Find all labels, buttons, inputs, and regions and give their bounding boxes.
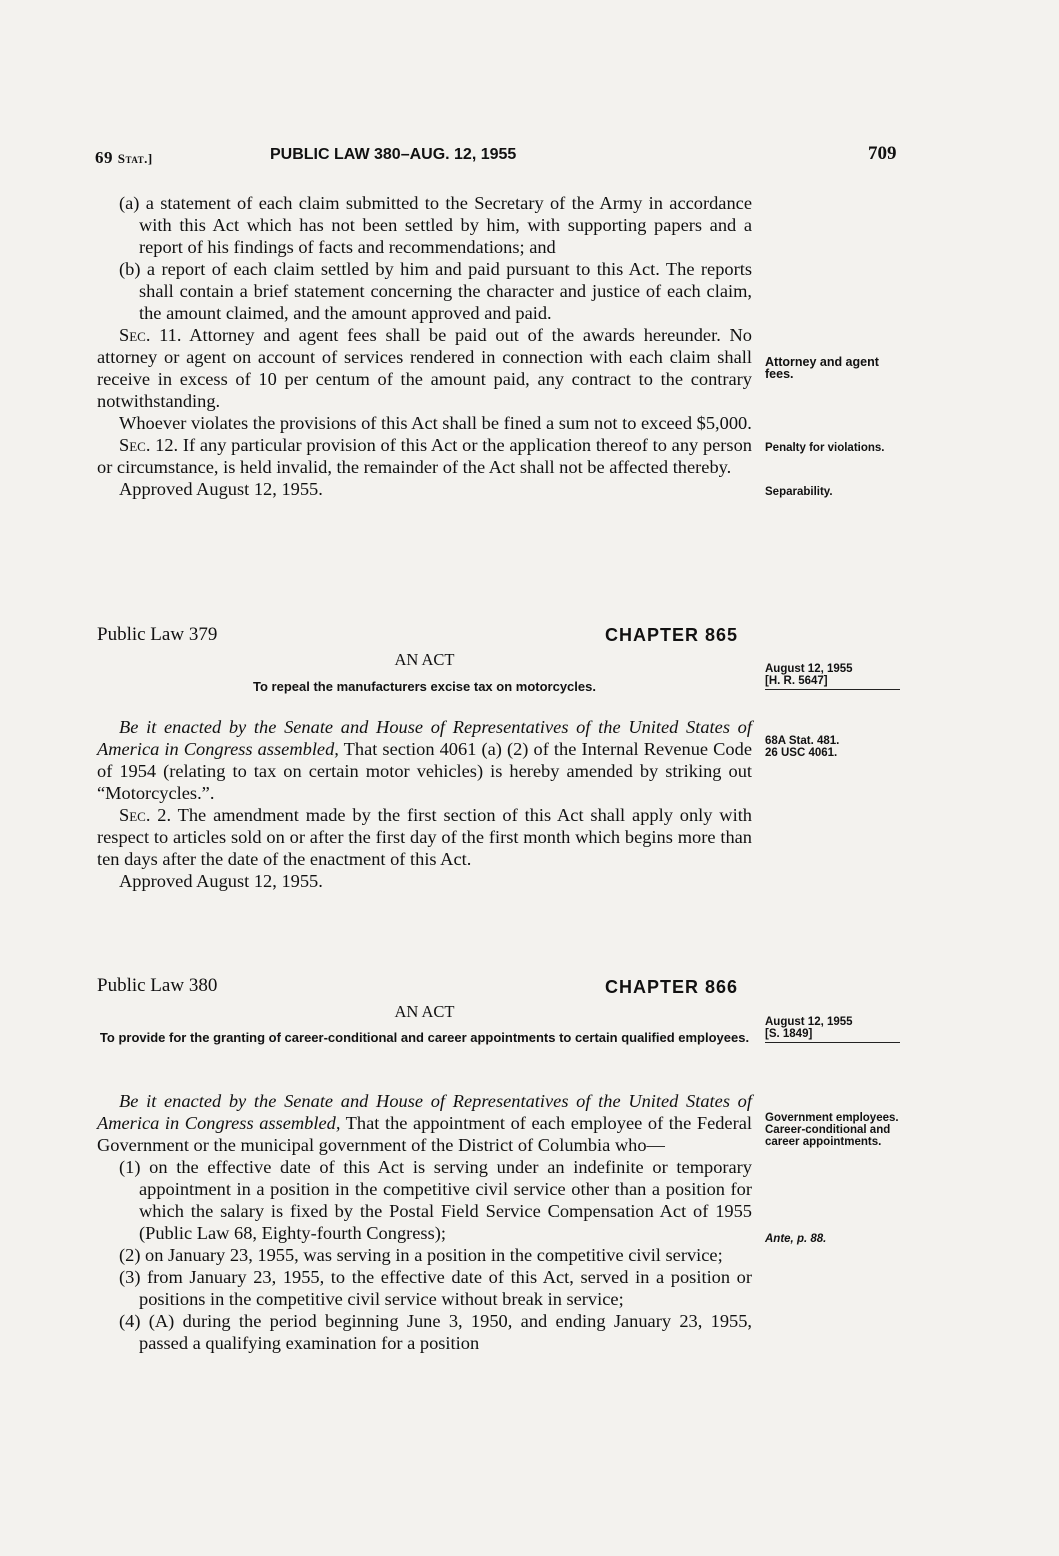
pl380-bill: [S. 1849]: [765, 1028, 813, 1040]
enacting-clause-380: Be it enacted by the Senate and House of Representatives of the United States of America in Congress assembled,: [97, 1091, 752, 1133]
law-380-item-2: (2) on January 23, 1955, was serving in a position in the competitive civil service;: [119, 1245, 723, 1265]
volume-number: 69: [95, 148, 113, 167]
margin-note-ante: Ante, p. 88.: [765, 1233, 827, 1245]
divider-line: [765, 689, 900, 690]
law-379-section-1: That section 4061 (a) (2) of the Internal Revenue Code of 1954 (relating to tax on certain motor vehicles) is hereby amended by striking out “Motorcycles.”.: [97, 739, 752, 803]
approved-line-379: Approved August 12, 1955.: [119, 871, 323, 891]
margin-note-government-employees: [765, 1112, 905, 1148]
law-379-sec2-text: The amendment made by the first section of this Act shall apply only with respect to articles sold on or after the first day of the first month which begins more than ten days after the date of the enactment of this Act.: [97, 805, 752, 869]
law-380-enacting: [97, 1090, 752, 1156]
margin-note-attorney-fees: Attorney and agent fees.: [765, 355, 879, 381]
section-12-text: If any particular provision of this Act or the application thereof to any person or circumstance, is held invalid, the remainder of the Act shall not be affected thereby.: [97, 435, 752, 477]
top-section: [97, 192, 752, 500]
stat-ref-68a: 68A Stat. 481.: [765, 735, 840, 747]
law-379-sec2-label: Sec. 2.: [119, 805, 172, 825]
margin-note-pl380-meta: [765, 1016, 905, 1043]
law-380-item-3: (3) from January 23, 1955, to the effective date of this Act, served in a position or positions in the competitive civil service without break in service;: [119, 1267, 752, 1309]
page-number: 709: [868, 143, 897, 164]
law-379-purpose: To repeal the manufacturers excise tax on motorcycles.: [253, 679, 596, 694]
section-11: [97, 324, 752, 412]
volume-abbr: Stat.]: [117, 151, 153, 166]
an-act-heading-380: AN ACT: [394, 1002, 455, 1021]
section-11-text: Attorney and agent fees shall be paid out of the awards hereunder. No attorney or agent on account of services rendered in connection with each claim shall receive in excess of 10 per centum of the amount paid, any contract to the contrary notwithstanding.: [97, 325, 752, 411]
law-380-section-1: That the appointment of each employee of the Federal Government or the municipal government of the District of Columbia who—: [97, 1113, 752, 1155]
divider-line: [765, 1042, 900, 1043]
stat-ref-26usc: 26 USC 4061.: [765, 747, 838, 759]
chapter-865-label: CHAPTER 865: [605, 625, 739, 645]
law-379-section-2: [97, 804, 752, 870]
margin-note-penalty: Penalty for violations.: [765, 442, 885, 454]
pl380-date: August 12, 1955: [765, 1016, 853, 1028]
penalty-paragraph: Whoever violates the provisions of this Act shall be fined a sum not to exceed $5,000.: [119, 413, 752, 433]
volume-citation: [95, 148, 153, 168]
law-380-purpose: To provide for the granting of career-conditional and career appointments to certain qualified employees.: [99, 1030, 750, 1045]
margin-note-separability: Separability.: [765, 486, 833, 498]
margin-note-stat-refs: [765, 735, 905, 759]
pl379-date: August 12, 1955: [765, 663, 853, 675]
law-380-item-4: (4) (A) during the period beginning June 3, 1950, and ending January 23, 1955, passed a qualifying examination for a position: [119, 1311, 752, 1353]
career-appointments-note: Career-conditional and career appointments.: [765, 1124, 891, 1148]
public-law-380-label: Public Law 380: [97, 975, 218, 996]
section-12: [97, 434, 752, 478]
paragraph-b: (b) a report of each claim settled by him and paid pursuant to this Act. The reports shall contain a brief statement concerning the character and justice of each claim, the amount claimed, and the amount approved and paid.: [119, 259, 752, 323]
law-380-body: [97, 1090, 752, 1354]
chapter-866-label: CHAPTER 866: [605, 977, 739, 997]
paragraph-a: (a) a statement of each claim submitted to the Secretary of the Army in accordance with this Act which has not been settled by him, with supporting papers and a report of his findings of facts and recommendations; and: [119, 193, 752, 257]
law-379-body: [97, 716, 752, 892]
gov-employees-note: Government employees.: [765, 1112, 899, 1124]
section-12-label: Sec. 12.: [119, 435, 179, 455]
approved-line-1: Approved August 12, 1955.: [119, 479, 323, 499]
margin-note-pl379-meta: [765, 663, 905, 690]
an-act-heading-379: AN ACT: [394, 650, 455, 669]
public-law-379-label: Public Law 379: [97, 624, 218, 645]
law-379-enacting: [97, 716, 752, 804]
pl379-bill: [H. R. 5647]: [765, 675, 828, 687]
law-380-item-1: (1) on the effective date of this Act is serving under an indefinite or temporary appointment in a position in the competitive civil service other than a position for which the salary is fixed by the Postal Field Service Compensation Act of 1955 (Public Law 68, Eighty-fourth Congress);: [119, 1157, 752, 1243]
running-title: PUBLIC LAW 380–AUG. 12, 1955: [270, 146, 517, 163]
section-11-label: Sec. 11.: [119, 325, 182, 345]
enacting-clause-379: Be it enacted by the Senate and House of Representatives of the United States of America in Congress assembled,: [97, 717, 752, 759]
